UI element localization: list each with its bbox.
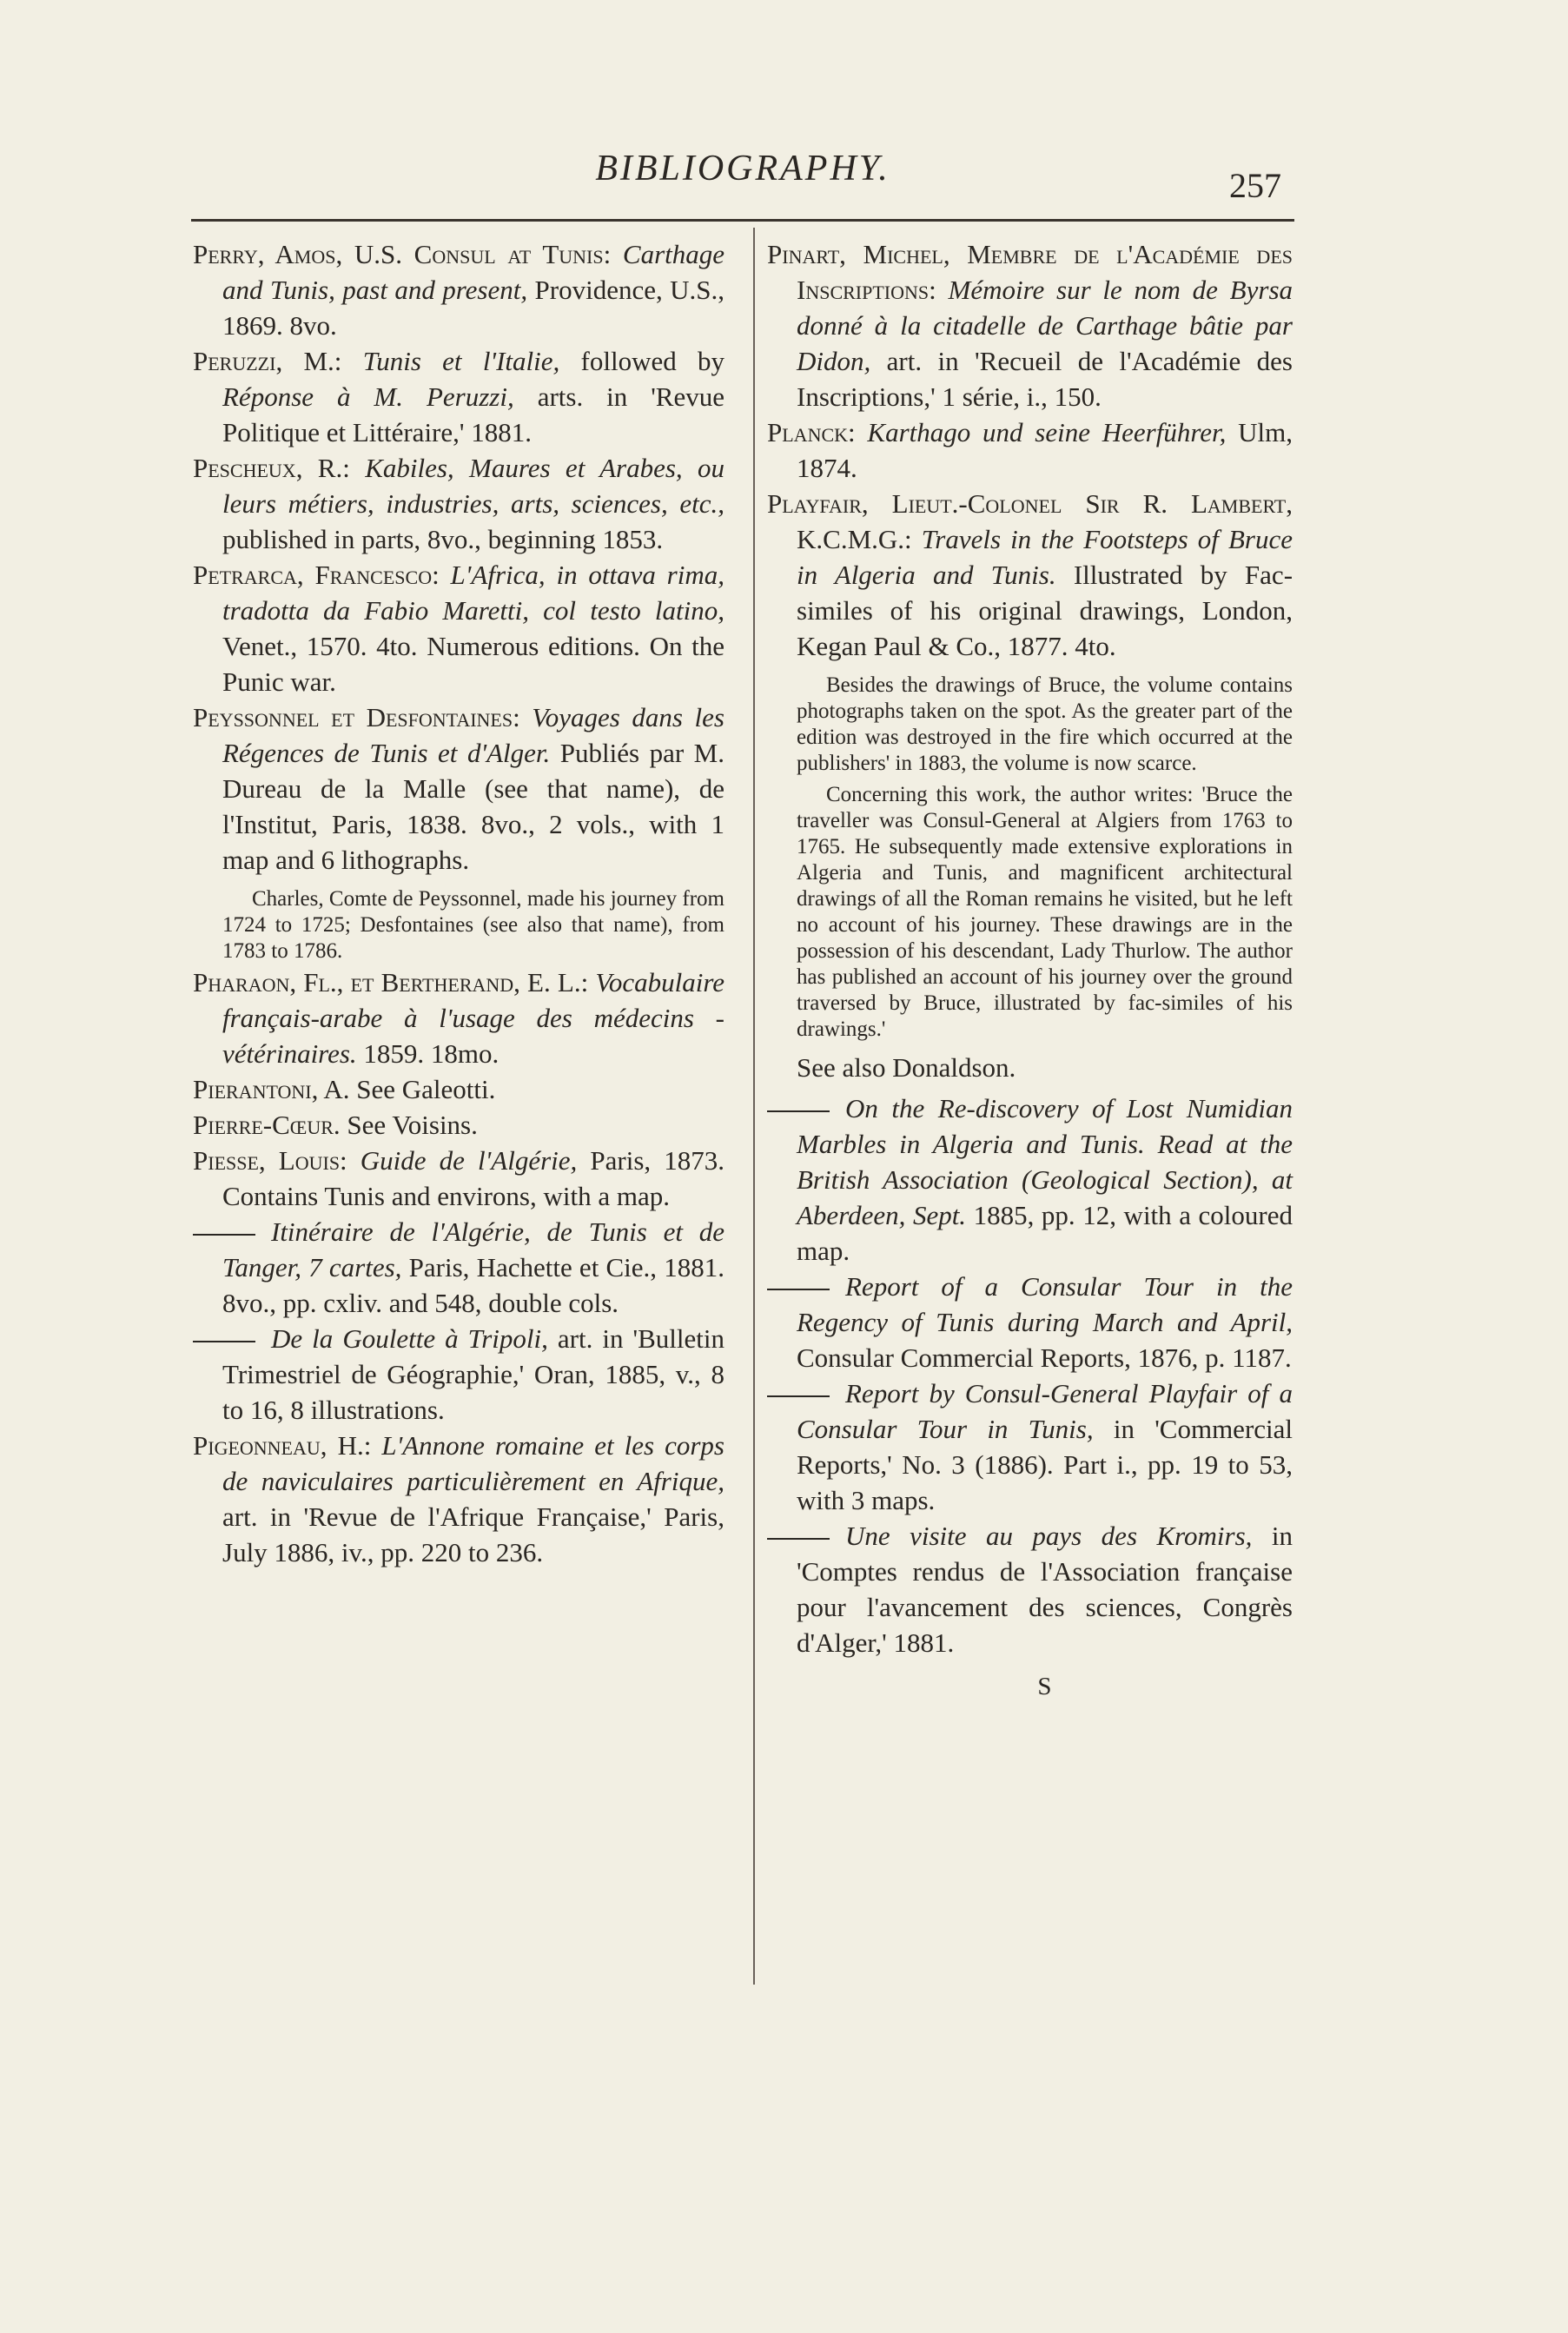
entry-title: On the Re-discovery of Lost Numidian Marbles in Algeria and Tunis. Read at the British Association (Geological Section), at Aberdeen, Sept. [797, 1093, 1293, 1230]
entry-text: in 'Commercial Reports,' No. 3 (1886). Part i., pp. 19 to 53, with 3 maps. [797, 1414, 1293, 1515]
entry-title: Vocabulaire français-arabe à l'usage des médecins - vétérinaires. [222, 967, 725, 1069]
entry-author: Pharaon, Fl., et Bertherand, E. L.: [193, 967, 589, 997]
entry-text: followed by [580, 346, 725, 376]
entry-title: Voyages dans les Régences de Tunis et d'Alger. [222, 702, 724, 768]
entry-author: Piesse, Louis: [193, 1145, 347, 1176]
see-also: See also Donaldson. [797, 1052, 1016, 1083]
entry-title: Une visite au pays des Kromirs, [845, 1521, 1253, 1551]
right-column [767, 236, 1293, 1705]
entry-author: Petrarca, Francesco: [193, 560, 440, 590]
entry-author: Perry, Amos, U.S. Consul at Tunis: [193, 239, 612, 269]
entry-text: Providence, U.S., 1869. 8vo. [222, 275, 724, 341]
bibliography-entry [767, 414, 1293, 486]
entry-text: 1859. 18mo. [363, 1038, 500, 1069]
bibliography-entry [193, 1321, 724, 1428]
entry-note: Besides the drawings of Bruce, the volume contains photographs taken on the spot. As the greater part of the edition was destroyed in the fire which occurred at the publishers' in 1883, the volume is now scarce. [797, 673, 1293, 775]
entry-title: Guide de l'Algérie, [360, 1145, 578, 1176]
entry-title: Report of a Consular Tour in the Regency of Tunis during March and April, [797, 1271, 1293, 1337]
entry-title: Kabiles, Maures et Arabes, ou leurs métiers, industries, arts, sciences, etc., [222, 453, 725, 519]
entry-title: L'Africa, in ottava rima, tradotta da Fabio Maretti, col testo latino, [222, 560, 724, 626]
entry-author: Pescheux, R.: [193, 453, 350, 483]
bibliography-entry [193, 1143, 724, 1214]
bibliography-entry [193, 450, 724, 557]
entry-text: Illustrated by Fac-similes of his original drawings, London, Kegan Paul & Co., 1877. 4to. [797, 560, 1293, 661]
bibliography-entry [193, 557, 724, 699]
bibliography-entry [767, 1518, 1293, 1660]
page-number: 257 [1229, 166, 1281, 205]
running-head: BIBLIOGRAPHY. [595, 149, 890, 189]
entry-author: Peruzzi, M.: [193, 346, 342, 376]
entry-note: Concerning this work, the author writes: 'Bruce the traveller was Consul-General at Algiers from 1763 to 1765. He subsequently made extensive explorations in Algeria and Tunis, and magnificent architectural drawings of all the Roman remains he visited, but he left no account of his journey. These drawings are in the possession of his descendant, Lady Thurlow. The author has published an account of his journey over the ground traversed by Bruce, illustrated by fac-similes of his drawings.' [797, 783, 1293, 1041]
header-rule [191, 219, 1294, 222]
entry-text: in 'Comptes rendus de l'Association française pour l'avancement des sciences, Congrès d'Alger,' 1881. [797, 1521, 1293, 1658]
entry-title: Travels in the Footsteps of Bruce in Algeria and Tunis. [797, 524, 1293, 590]
bibliography-entry [193, 964, 724, 1071]
signature-mark: S [1037, 1673, 1052, 1700]
entry-text: See Galeotti. [356, 1074, 496, 1104]
entry-title: De la Goulette à Tripoli, [271, 1323, 548, 1354]
entry-text: Paris, 1873. Contains Tunis and environs, with a map. [222, 1145, 725, 1211]
entry-author: Playfair, Lieut.-Colonel Sir R. Lambert, K.C.M.G.: [767, 488, 1293, 554]
bibliography-entry [193, 1071, 724, 1107]
entry-text: Paris, Hachette et Cie., 1881. 8vo., pp. cxliv. and 548, double cols. [222, 1252, 724, 1318]
entry-note: Charles, Comte de Peyssonnel, made his journey from 1724 to 1725; Desfontaines (see also that name), from 1783 to 1786. [222, 887, 724, 963]
entry-text: Venet., 1570. 4to. Numerous editions. On the Punic war. [222, 631, 724, 697]
ditto-dash [193, 1234, 255, 1236]
entry-title: Tunis et l'Italie, [362, 346, 560, 376]
entry-author: Peyssonnel et Desfontaines: [193, 702, 520, 732]
ditto-dash [767, 1289, 830, 1290]
ditto-dash [193, 1341, 255, 1342]
bibliography-entry [767, 1090, 1293, 1269]
bibliography-entry [767, 1269, 1293, 1375]
entry-title: Réponse à M. Peruzzi, [222, 381, 514, 412]
bibliography-entry [767, 486, 1293, 664]
bibliography-entry [193, 236, 724, 343]
left-column [193, 236, 724, 1570]
entry-author: Pierantoni, A. [193, 1074, 350, 1104]
ditto-dash [767, 1395, 830, 1397]
bibliography-entry [193, 343, 724, 450]
bibliography-entry [767, 236, 1293, 414]
entry-text: arts. in 'Revue Politique et Littéraire,' 1881. [222, 381, 725, 447]
entry-author: Pinart, Michel, Membre de l'Académie des Inscriptions: [767, 239, 1293, 305]
bibliography-entry [767, 1375, 1293, 1518]
entry-text: art. in 'Bulletin Trimestriel de Géographie,' Oran, 1885, v., 8 to 16, 8 illustrations. [222, 1323, 725, 1425]
entry-text: See Voisins. [347, 1110, 478, 1140]
entry-author: Pierre-Cœur. [193, 1110, 341, 1140]
bibliography-entry [193, 1107, 724, 1143]
entry-text: art. in 'Recueil de l'Académie des Inscriptions,' 1 série, i., 150. [797, 346, 1293, 412]
entry-title: L'Annone romaine et les corps de naviculaires particulièrement en Afrique, [222, 1430, 724, 1496]
entry-author: Pigeonneau, H.: [193, 1430, 372, 1461]
bibliography-entry [193, 1214, 724, 1321]
bibliography-entry [193, 1428, 724, 1570]
entry-text: Publiés par M. Dureau de la Malle (see that name), de l'Institut, Paris, 1838. 8vo., 2 vols., with 1 map and 6 lithographs. [222, 738, 724, 875]
entry-author: Planck: [767, 417, 856, 447]
ditto-dash [767, 1538, 830, 1540]
entry-text: 1885, pp. 12, with a coloured map. [797, 1200, 1293, 1266]
entry-title: Report by Consul-General Playfair of a Consular Tour in Tunis, [797, 1378, 1293, 1444]
entry-title: Carthage and Tunis, past and present, [222, 239, 725, 305]
entry-title: Itinéraire de l'Algérie, de Tunis et de Tanger, 7 cartes, [222, 1216, 724, 1282]
entry-title: Mémoire sur le nom de Byrsa donné à la citadelle de Carthage bâtie par Didon, [797, 275, 1293, 376]
entry-text: art. in 'Revue de l'Afrique Française,' Paris, July 1886, iv., pp. 220 to 236. [222, 1501, 724, 1567]
entry-text: Consular Commercial Reports, 1876, p. 1187. [797, 1342, 1292, 1373]
ditto-dash [767, 1110, 830, 1112]
entry-text: published in parts, 8vo., beginning 1853. [222, 524, 664, 554]
entry-text: Ulm, 1874. [797, 417, 1293, 483]
entry-title: Karthago und seine Heerführer, [867, 417, 1227, 447]
column-divider [753, 228, 755, 1985]
bibliography-entry [193, 699, 724, 878]
